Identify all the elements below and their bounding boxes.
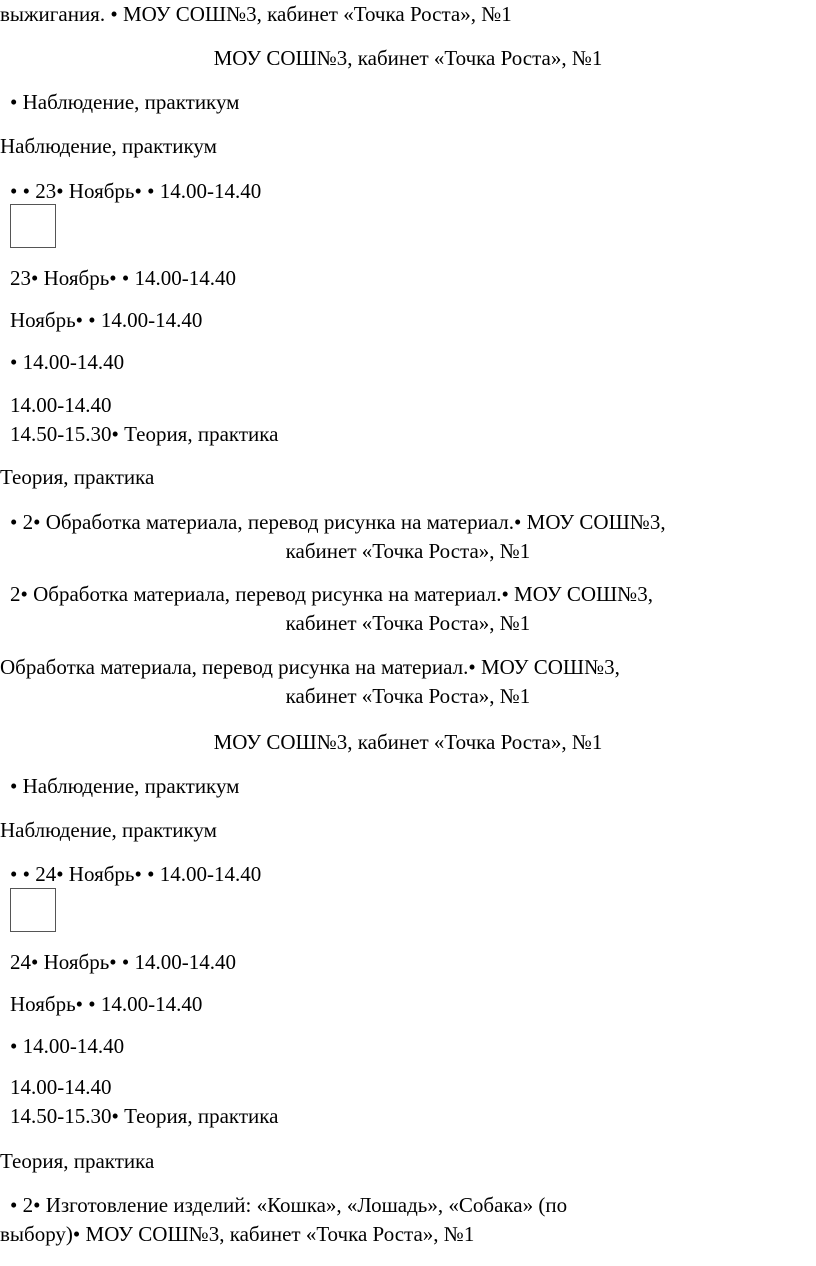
text-line: Наблюдение, практикум [0,818,217,842]
text-line: Теория, практика [0,1149,155,1173]
text-line: • 2• Обработка материала, перевод рисунка на материал.• МОУ СОШ№3, [10,510,666,534]
text-line: • 2• Изготовление изделий: «Кошка», «Лошадь», «Собака» (по [10,1193,568,1217]
text-line: выбору)• МОУ СОШ№3, кабинет «Точка Роста», №1 [0,1222,475,1246]
text-line: • • 24• Ноябрь• • 14.00-14.40 [10,862,262,886]
empty-box [10,888,56,932]
text-line: МОУ СОШ№3, кабинет «Точка Роста», №1 [213,730,603,754]
text-line: • 14.00-14.40 [10,350,125,374]
text-line: 14.50-15.30• Теория, практика [10,1104,279,1128]
text-line: Ноябрь• • 14.00-14.40 [10,308,203,332]
text-line: выжигания. • МОУ СОШ№3, кабинет «Точка Роста», №1 [0,2,512,26]
text-line: кабинет «Точка Роста», №1 [285,684,531,708]
text-line: Обработка материала, перевод рисунка на материал.• МОУ СОШ№3, [0,655,620,679]
text-line: 2• Обработка материала, перевод рисунка на материал.• МОУ СОШ№3, [10,582,653,606]
text-line: 14.00-14.40 [10,1075,112,1099]
text-line: кабинет «Точка Роста», №1 [285,539,531,563]
text-line: 14.50-15.30• Теория, практика [10,422,279,446]
text-line: • • 23• Ноябрь• • 14.00-14.40 [10,179,262,203]
text-line: 23• Ноябрь• • 14.00-14.40 [10,266,236,290]
text-line: • Наблюдение, практикум [10,774,240,798]
text-line: Наблюдение, практикум [0,134,217,158]
text-line: 14.00-14.40 [10,393,112,417]
text-line: • 14.00-14.40 [10,1034,125,1058]
text-line: Теория, практика [0,465,155,489]
text-line: • Наблюдение, практикум [10,90,240,114]
text-line: Ноябрь• • 14.00-14.40 [10,992,203,1016]
text-line: 24• Ноябрь• • 14.00-14.40 [10,950,236,974]
text-line: МОУ СОШ№3, кабинет «Точка Роста», №1 [213,46,603,70]
text-line: кабинет «Точка Роста», №1 [285,611,531,635]
empty-box [10,204,56,248]
